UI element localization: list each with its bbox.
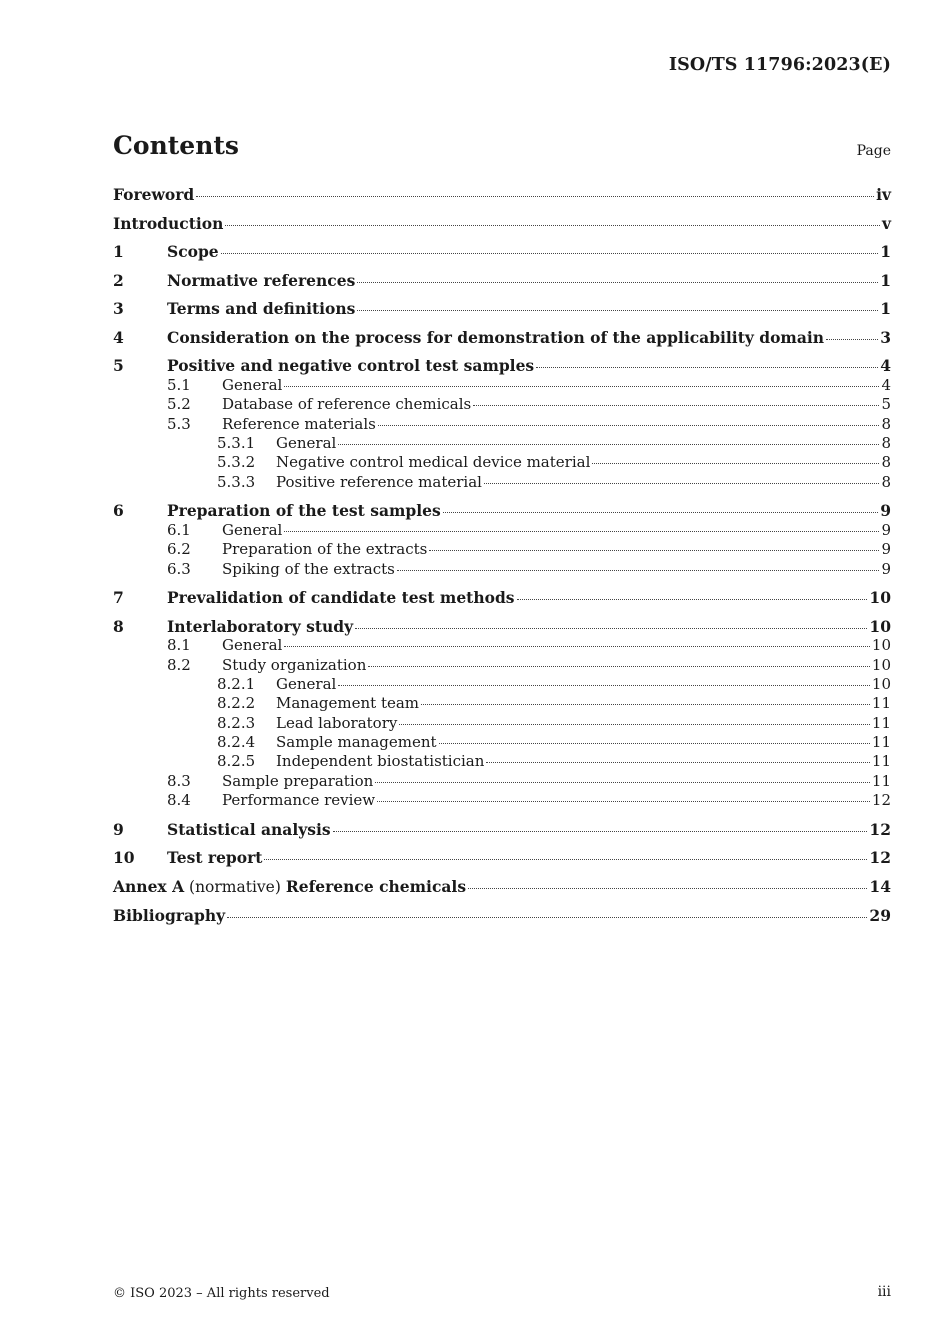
toc-entry-page: 1 bbox=[880, 242, 891, 262]
toc-entry-title: Annex A (normative) Reference chemicals bbox=[113, 876, 467, 896]
toc-dot-leader bbox=[357, 281, 878, 283]
toc-dot-leader bbox=[517, 598, 868, 600]
toc-entry[interactable] bbox=[113, 453, 891, 472]
toc-entry-number: 4 bbox=[113, 327, 124, 347]
toc-entry-title: Positive reference material bbox=[276, 472, 482, 491]
toc-entry-title: Study organization bbox=[222, 655, 367, 674]
toc-entry-page: iv bbox=[876, 185, 891, 204]
toc-entry-number: 9 bbox=[113, 819, 124, 839]
toc-dot-leader bbox=[284, 530, 879, 532]
toc-entry[interactable] bbox=[113, 733, 891, 752]
toc-entry[interactable] bbox=[113, 694, 891, 713]
toc-entry-title: Introduction bbox=[113, 213, 224, 233]
toc-dot-leader bbox=[468, 887, 867, 889]
toc-dot-leader bbox=[486, 761, 870, 763]
footer-copyright: © ISO 2023 – All rights reserved bbox=[113, 1286, 330, 1301]
toc-dot-leader bbox=[443, 511, 879, 513]
toc-dot-leader bbox=[397, 569, 880, 571]
toc-entry-page: 8 bbox=[881, 472, 891, 491]
toc-entry-page: 29 bbox=[869, 905, 891, 925]
toc-entry[interactable] bbox=[113, 906, 891, 925]
toc-entry[interactable] bbox=[113, 376, 891, 395]
toc-entry-title: Spiking of the extracts bbox=[222, 559, 395, 578]
toc-entry[interactable] bbox=[113, 299, 891, 318]
toc-dot-leader bbox=[227, 916, 867, 918]
toc-entry-number: 6.3 bbox=[167, 559, 191, 578]
toc-entry[interactable] bbox=[113, 772, 891, 791]
toc-entry-annex-type: (normative) bbox=[184, 877, 286, 896]
toc-entry-page: 10 bbox=[871, 674, 891, 693]
toc-entry-page: 9 bbox=[881, 520, 891, 539]
toc-entry-page: 10 bbox=[869, 588, 891, 608]
table-of-contents bbox=[113, 185, 891, 925]
toc-entry-page: 12 bbox=[869, 848, 891, 868]
toc-entry-page: 10 bbox=[869, 616, 891, 636]
toc-entry-title: Scope bbox=[167, 242, 219, 262]
toc-entry-number: 5.1 bbox=[167, 375, 191, 394]
toc-entry[interactable] bbox=[113, 820, 891, 839]
toc-entry[interactable] bbox=[113, 185, 891, 204]
toc-entry-title: Consideration on the process for demonstration of the applicability domain bbox=[167, 327, 825, 347]
toc-entry[interactable] bbox=[113, 848, 891, 867]
toc-entry-page: 10 bbox=[871, 655, 891, 674]
toc-entry-number: 5.3 bbox=[167, 414, 191, 433]
toc-dot-leader bbox=[378, 424, 880, 426]
toc-entry-title: Database of reference chemicals bbox=[222, 395, 472, 414]
toc-dot-leader bbox=[264, 858, 867, 860]
toc-entry-page: 11 bbox=[871, 752, 891, 771]
toc-entry-page: 3 bbox=[880, 327, 891, 347]
toc-entry-title: Statistical analysis bbox=[167, 819, 331, 839]
toc-entry-page: 12 bbox=[871, 791, 891, 810]
toc-dot-leader bbox=[429, 549, 879, 551]
page-column-label: Page bbox=[856, 143, 891, 159]
toc-entry-number: 5.3.2 bbox=[217, 453, 256, 472]
toc-dot-leader bbox=[421, 703, 870, 705]
toc-entry-number: 5.2 bbox=[167, 395, 191, 414]
toc-entry-number: 1 bbox=[113, 242, 124, 262]
footer-page-number: iii bbox=[877, 1284, 891, 1300]
toc-entry-title: Test report bbox=[167, 848, 263, 868]
toc-entry[interactable] bbox=[113, 242, 891, 261]
toc-entry-number: 8.1 bbox=[167, 636, 191, 655]
toc-dot-leader bbox=[536, 366, 878, 368]
toc-entry-number: 8.3 bbox=[167, 771, 191, 790]
toc-entry-page: 10 bbox=[871, 636, 891, 655]
toc-entry-title: Reference materials bbox=[222, 414, 376, 433]
toc-entry-number: 8.2.4 bbox=[217, 733, 256, 752]
toc-dot-leader bbox=[377, 800, 870, 802]
toc-entry-page: 1 bbox=[880, 270, 891, 290]
toc-dot-leader bbox=[338, 443, 879, 445]
toc-entry[interactable] bbox=[113, 560, 891, 579]
toc-dot-leader bbox=[399, 723, 870, 725]
toc-dot-leader bbox=[375, 781, 870, 783]
toc-entry-number: 2 bbox=[113, 270, 124, 290]
toc-entry-title: Preparation of the test samples bbox=[167, 501, 441, 521]
toc-entry-page: 11 bbox=[871, 733, 891, 752]
toc-entry-title: Performance review bbox=[222, 791, 376, 810]
toc-entry-title: General bbox=[222, 375, 283, 394]
toc-entry-number: 8 bbox=[113, 616, 124, 636]
toc-entry-number: 6.2 bbox=[167, 540, 191, 559]
toc-entry-page: 11 bbox=[871, 771, 891, 790]
toc-entry-title: General bbox=[222, 520, 283, 539]
toc-entry-number: 7 bbox=[113, 588, 124, 608]
toc-entry-page: 11 bbox=[871, 713, 891, 732]
toc-entry-title: Sample management bbox=[276, 733, 437, 752]
toc-entry[interactable] bbox=[113, 415, 891, 434]
toc-entry-number: 5 bbox=[113, 356, 124, 376]
toc-entry-title: Positive and negative control test samples bbox=[167, 356, 535, 376]
toc-entry-page: 8 bbox=[881, 414, 891, 433]
toc-entry[interactable] bbox=[113, 328, 891, 347]
toc-entry-title: Preparation of the extracts bbox=[222, 540, 428, 559]
toc-entry-title: Prevalidation of candidate test methods bbox=[167, 588, 515, 608]
toc-entry[interactable] bbox=[113, 473, 891, 492]
toc-entry-title: Management team bbox=[276, 694, 420, 713]
toc-entry[interactable] bbox=[113, 356, 891, 375]
toc-entry-number: 5.3.3 bbox=[217, 472, 256, 491]
toc-entry-page: 1 bbox=[880, 299, 891, 319]
toc-entry-page: 8 bbox=[881, 434, 891, 453]
toc-entry-title: Normative references bbox=[167, 270, 356, 290]
toc-entry-page: 5 bbox=[881, 395, 891, 414]
toc-entry[interactable] bbox=[113, 675, 891, 694]
toc-entry-number: 5.3.1 bbox=[217, 434, 256, 453]
toc-entry-title: Bibliography bbox=[113, 905, 226, 925]
toc-entry-title: Negative control medical device material bbox=[276, 453, 591, 472]
toc-dot-leader bbox=[225, 224, 880, 226]
toc-entry-page: 12 bbox=[869, 819, 891, 839]
toc-entry-number: 8.2.3 bbox=[217, 713, 256, 732]
toc-entry-page: 14 bbox=[869, 876, 891, 896]
toc-entry[interactable] bbox=[113, 271, 891, 290]
toc-entry[interactable] bbox=[113, 656, 891, 675]
toc-entry-number: 8.2.5 bbox=[217, 752, 256, 771]
toc-dot-leader bbox=[355, 627, 867, 629]
toc-entry[interactable] bbox=[113, 214, 891, 233]
toc-entry-page: 9 bbox=[881, 559, 891, 578]
toc-entry[interactable] bbox=[113, 521, 891, 540]
toc-entry-title: Terms and definitions bbox=[167, 299, 356, 319]
toc-entry-page: 8 bbox=[881, 453, 891, 472]
toc-dot-leader bbox=[357, 309, 878, 311]
toc-entry-number: 8.2.1 bbox=[217, 674, 256, 693]
toc-entry[interactable] bbox=[113, 877, 891, 896]
toc-dot-leader bbox=[196, 195, 874, 197]
toc-dot-leader bbox=[484, 482, 879, 484]
toc-entry-page: 9 bbox=[881, 540, 891, 559]
toc-entry[interactable] bbox=[113, 617, 891, 636]
toc-entry-title: Independent biostatistician bbox=[276, 752, 485, 771]
toc-dot-leader bbox=[333, 830, 868, 832]
toc-entry-number: 8.4 bbox=[167, 791, 191, 810]
toc-dot-leader bbox=[439, 742, 870, 744]
toc-entry[interactable] bbox=[113, 791, 891, 810]
toc-dot-leader bbox=[826, 338, 878, 340]
toc-dot-leader bbox=[473, 404, 879, 406]
toc-entry[interactable] bbox=[113, 636, 891, 655]
toc-entry[interactable] bbox=[113, 714, 891, 733]
toc-entry[interactable] bbox=[113, 752, 891, 771]
document-id: ISO/TS 11796:2023(E) bbox=[668, 55, 891, 75]
toc-entry-page: 11 bbox=[871, 694, 891, 713]
toc-entry-title: Interlaboratory study bbox=[167, 616, 354, 636]
toc-entry-title: General bbox=[222, 636, 283, 655]
toc-entry-title: Foreword bbox=[113, 185, 195, 204]
toc-dot-leader bbox=[592, 462, 879, 464]
toc-entry[interactable] bbox=[113, 395, 891, 414]
toc-entry-title: General bbox=[276, 434, 337, 453]
toc-entry[interactable] bbox=[113, 501, 891, 520]
toc-entry-page: v bbox=[881, 213, 891, 233]
toc-dot-leader bbox=[284, 385, 879, 387]
toc-entry-title: General bbox=[276, 674, 337, 693]
toc-entry-number: 8.2.2 bbox=[217, 694, 256, 713]
toc-entry-number: 8.2 bbox=[167, 655, 191, 674]
toc-entry[interactable] bbox=[113, 588, 891, 607]
toc-entry-page: 4 bbox=[880, 356, 891, 376]
toc-dot-leader bbox=[368, 665, 870, 667]
toc-entry-page: 4 bbox=[881, 375, 891, 394]
toc-entry-number: 3 bbox=[113, 299, 124, 319]
toc-dot-leader bbox=[284, 645, 870, 647]
contents-heading: Contents bbox=[113, 131, 240, 160]
toc-entry-page: 9 bbox=[880, 501, 891, 521]
toc-dot-leader bbox=[221, 252, 879, 254]
toc-entry-number: 6.1 bbox=[167, 520, 191, 539]
toc-entry-number: 6 bbox=[113, 501, 124, 521]
toc-dot-leader bbox=[338, 684, 870, 686]
toc-entry[interactable] bbox=[113, 540, 891, 559]
toc-entry[interactable] bbox=[113, 434, 891, 453]
toc-entry-title: Sample preparation bbox=[222, 771, 374, 790]
toc-entry-title: Lead laboratory bbox=[276, 713, 398, 732]
toc-entry-number: 10 bbox=[113, 848, 135, 868]
